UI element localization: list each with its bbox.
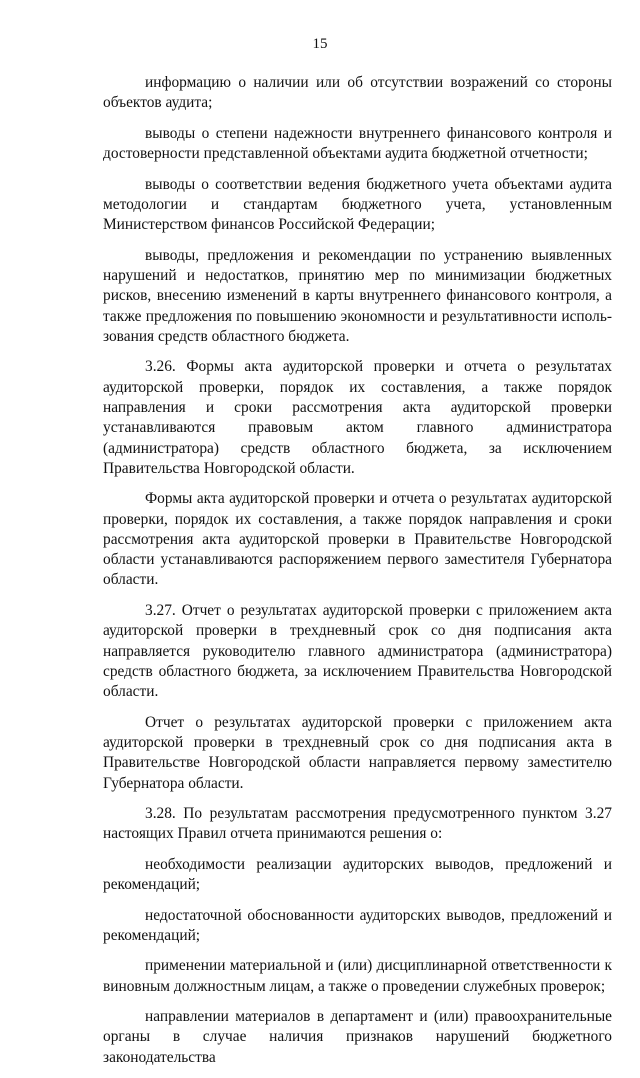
paragraph: Формы акта аудиторской проверки и отчета о результатах аудиторской проверки, порядок их составления, а также порядок направления и сроки рассмотрения акта аудиторской проверки в Правительстве Новгородской области устанавливаются распоряжением первого заместителя Губернатора области.	[103, 490, 612, 589]
paragraph: выводы о степени надежности внутреннего финансового контроля и достоверности представленной объектами аудита бюджетной отчетности;	[103, 124, 612, 163]
paragraph: Отчет о результатах аудиторской проверки с приложением акта аудиторской проверки в трехдневный срок со дня подписания акта в Правительстве Новгородской области направляется первому заместителю Губернатора области.	[103, 713, 612, 792]
page-number: 15	[312, 36, 328, 52]
paragraph: выводы, предложения и рекомендации по устранению выявленных нарушений и недостатков, принятию мер по минимизации бюджетных рисков, внесению изменений в карты внутреннего финансового контроля, а также предложения по повышению экономности и результативности использования средств областного бюджета.	[103, 246, 612, 345]
document-body	[103, 73, 612, 1078]
paragraph: 3.26. Формы акта аудиторской проверки и отчета о результатах аудиторской проверки, порядок их составления, а также порядок направления и сроки рассмотрения акта аудиторской проверки устанавливаются правовым актом главного администратора (администратора) средств областного бюджета, за исключением Правительства Новгородской области.	[103, 358, 612, 477]
paragraph: выводы о соответствии ведения бюджетного учета объектами аудита методологии и стандартам бюджетного учета, установленным Министерством финансов Российской Федерации;	[103, 175, 612, 234]
paragraph: необходимости реализации аудиторских выводов, предложений и рекомендаций;	[103, 855, 612, 894]
paragraph: направлении материалов в департамент и (или) правоохранительные органы в случае наличия признаков нарушений бюджетного законодательства	[103, 1008, 612, 1066]
paragraph: 3.27. Отчет о результатах аудиторской проверки с приложением акта аудиторской проверки в трехдневный срок со дня подписания акта направляется руководителю главного администратора (администратора) средств областного бюджета, за исключением Правительства Новгородской области.	[103, 601, 612, 701]
paragraph: применении материальной и (или) дисциплинарной ответственности к виновным должностным лицам, а также о проведении служебных проверок;	[103, 957, 612, 995]
paragraph: недостаточной обоснованности аудиторских выводов, предложений и рекомендаций;	[103, 906, 612, 944]
paragraph: 3.28. По результатам рассмотрения предусмотренного пунктом 3.27 настоящих Правил отчета принимаются решения о:	[103, 805, 612, 843]
paragraph: информацию о наличии или об отсутствии возражений со стороны объектов аудита;	[103, 74, 612, 112]
